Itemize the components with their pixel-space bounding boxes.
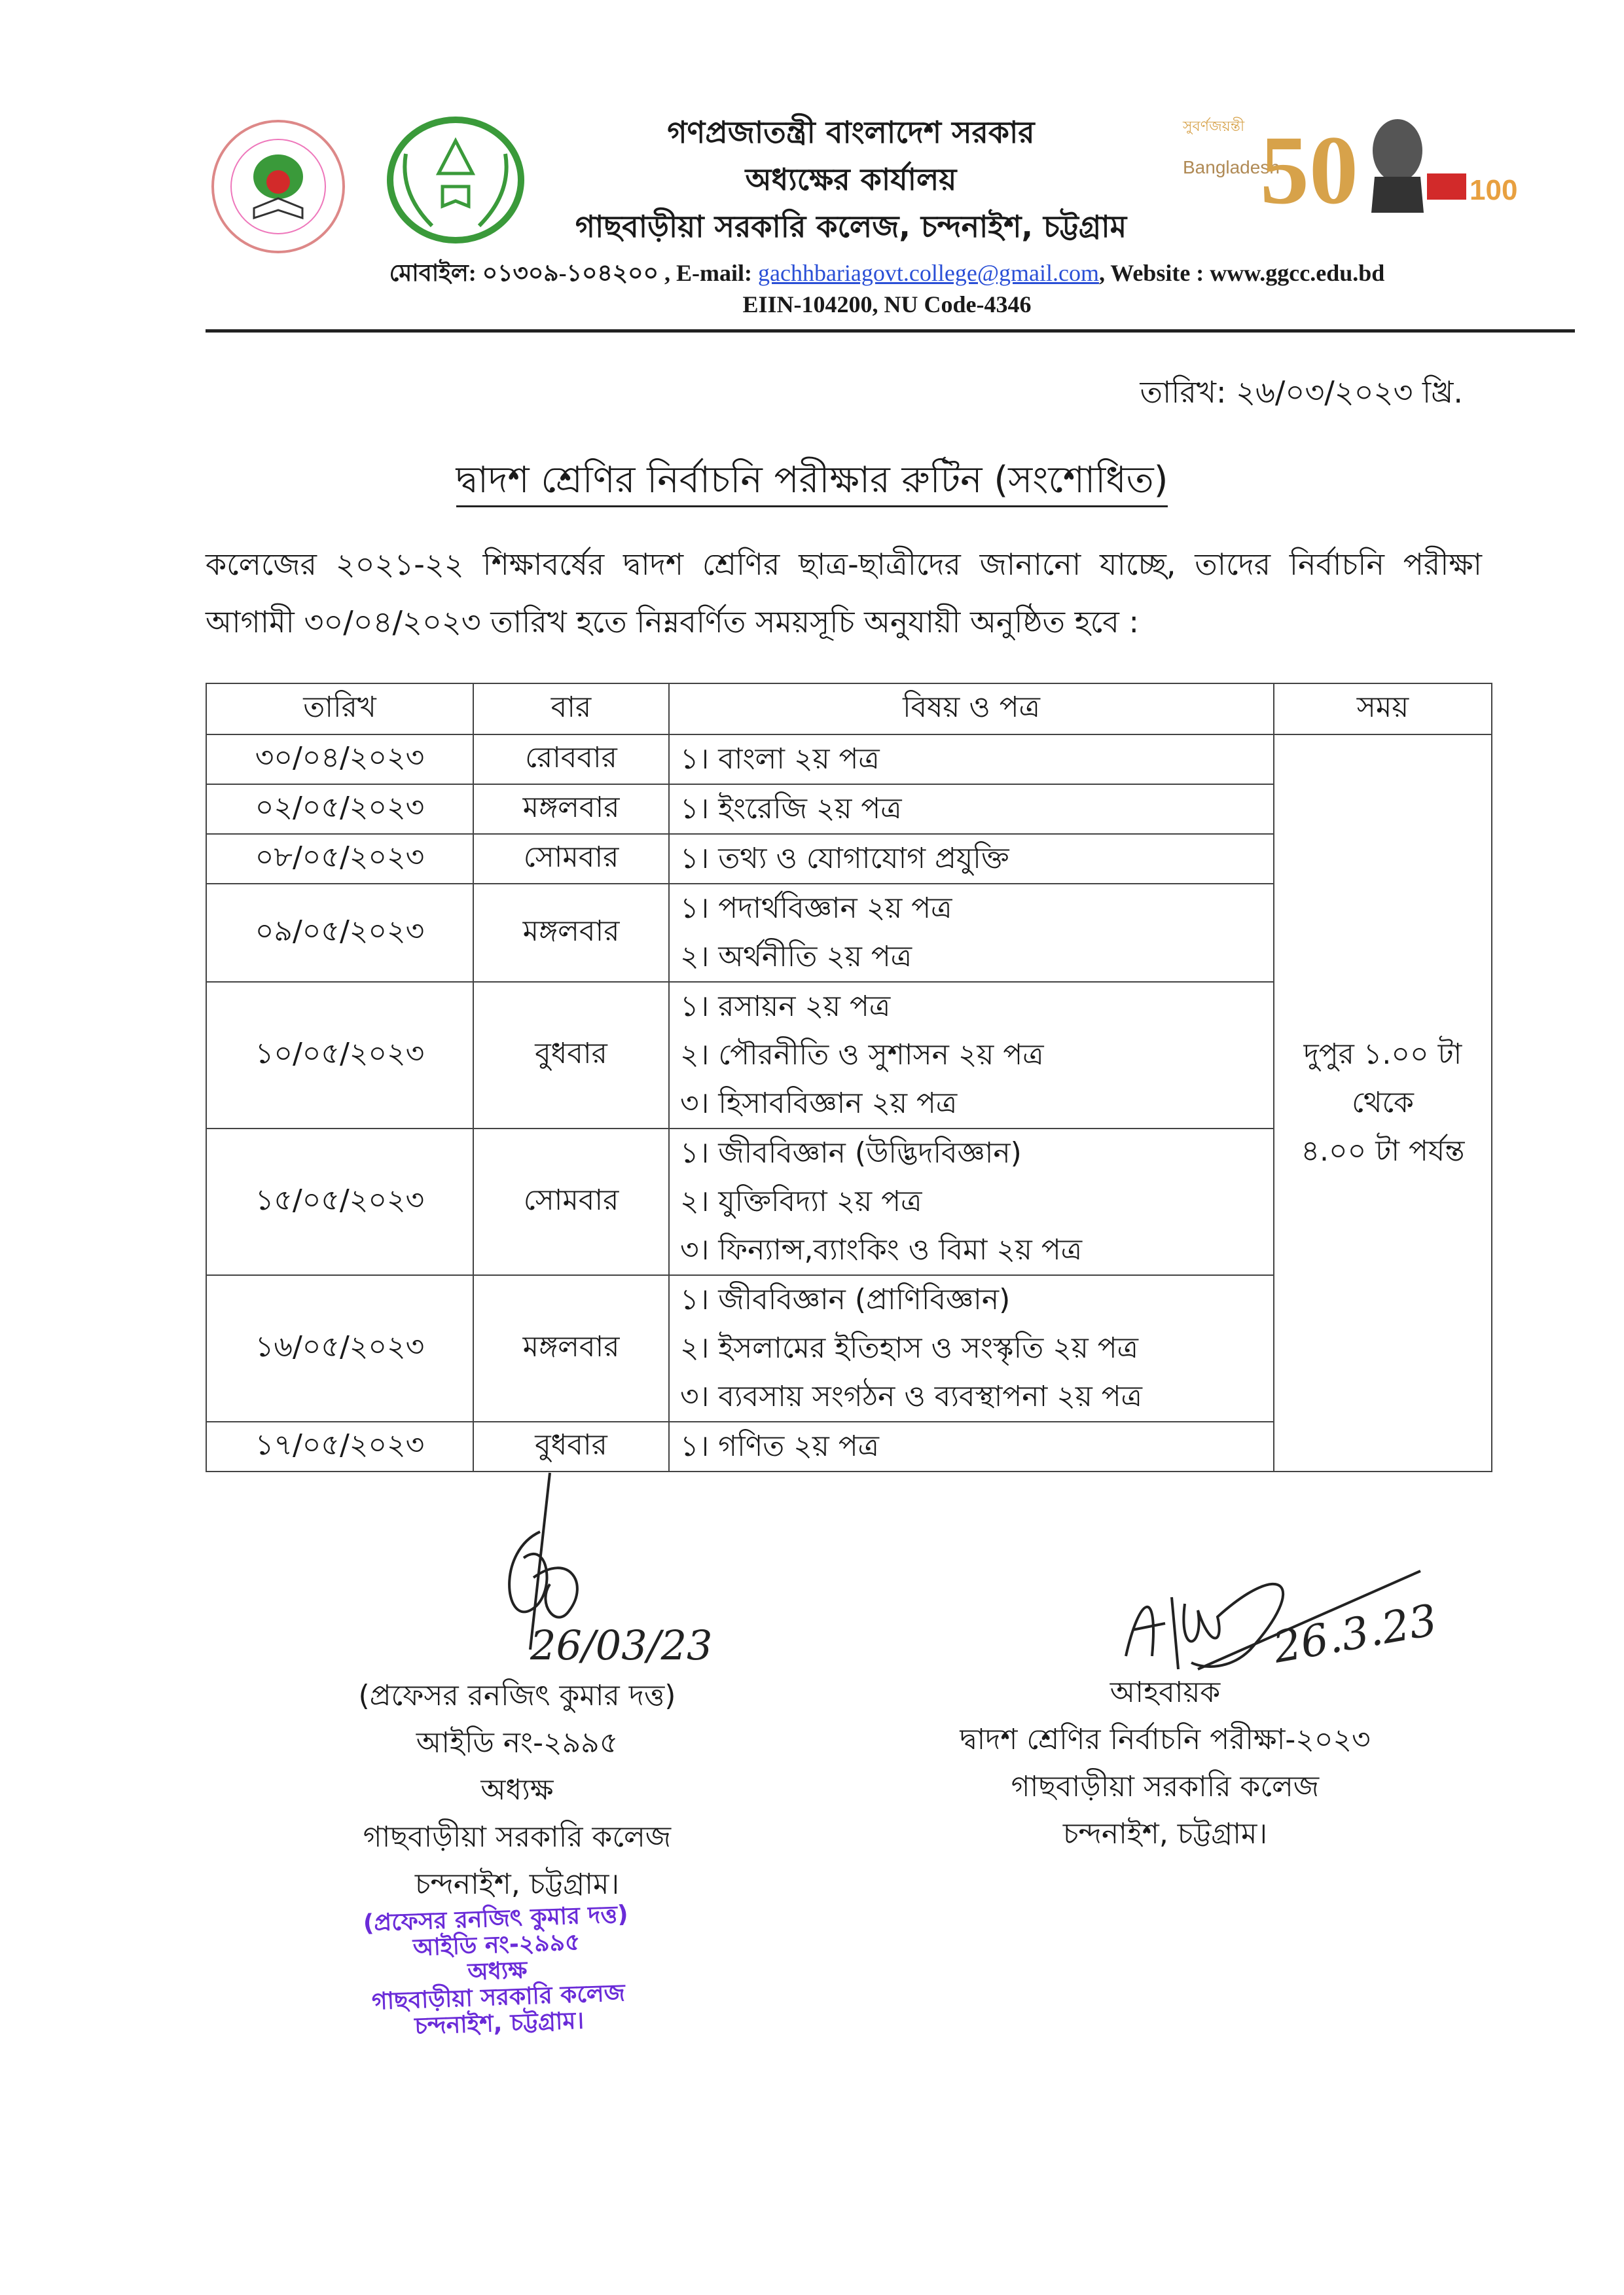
- exam-subjects: [669, 884, 1274, 982]
- stamp-line: আইডি নং-২৯৯৫: [412, 1928, 581, 1962]
- header-day: বার: [473, 683, 669, 734]
- college-heading: গাছবাড়ীয়া সরকারি কলেজ, চন্দনাইশ, চট্টগ্রাম: [575, 209, 1127, 244]
- principal-signature: [458, 1473, 746, 1669]
- left-seal-logo: [208, 117, 349, 257]
- exam-day: মঙ্গলবার: [473, 784, 669, 834]
- exam-subjects: [669, 784, 1274, 834]
- stamp-line: গাছবাড়ীয়া সরকারি কলেজ: [371, 1979, 626, 2015]
- subject-item: ৩। ব্যবসায় সংগঠন ও ব্যবস্থাপনা ২য় পত্র: [680, 1380, 1142, 1413]
- exam-day: মঙ্গলবার: [473, 884, 669, 982]
- exam-date: ০৯/০৫/২০২৩: [206, 884, 473, 982]
- page-title: [0, 452, 1624, 513]
- table-row: [206, 734, 1492, 784]
- exam-day: বুধবার: [473, 982, 669, 1129]
- exam-date: ১৫/০৫/২০২৩: [206, 1129, 473, 1275]
- svg-text:সুবর্ণজয়ন্তী: সুবর্ণজয়ন্তী: [1183, 118, 1245, 134]
- svg-text:100: 100: [1470, 174, 1518, 206]
- exam-subjects: [669, 1422, 1274, 1472]
- institution-codes: EIIN-104200, NU Code-4346: [742, 291, 1032, 317]
- principal-stamp: [312, 1900, 683, 2043]
- principal-college: গাছবাড়ীয়া সরকারি কলেজ: [363, 1820, 672, 1854]
- subject-item: ২। ইসলামের ইতিহাস ও সংস্কৃতি ২য় পত্র: [680, 1331, 1138, 1365]
- subject-item: ১। বাংলা ২য় পত্র: [680, 742, 880, 776]
- subject-item: ১। তথ্য ও যোগাযোগ প্রযুক্তি: [680, 842, 1009, 875]
- header-divider: [206, 329, 1575, 333]
- subject-item: ১। ইংরেজি ২য় পত্র: [680, 792, 902, 825]
- header-time: সময়: [1274, 683, 1492, 734]
- exam-date: ৩০/০৪/২০২৩: [206, 734, 473, 784]
- convener-signature-date: 26.3.23: [1269, 1595, 1441, 1673]
- exam-day: রোববার: [473, 734, 669, 784]
- stamp-line: অধ্যক্ষ: [467, 1957, 528, 1986]
- exam-date: ০৮/০৫/২০২৩: [206, 834, 473, 884]
- exam-date: ১৬/০৫/২০২৩: [206, 1275, 473, 1422]
- office-heading: অধ্যক্ষের কার্যালয়: [745, 162, 957, 197]
- principal-designation: অধ্যক্ষ: [480, 1773, 554, 1807]
- principal-location: চন্দনাইশ, চট্টগ্রাম।: [414, 1868, 620, 1901]
- convener-location: চন্দনাইশ, চট্টগ্রাম।: [1062, 1817, 1268, 1851]
- contact-line: [249, 255, 1525, 295]
- principal-signature-date: 26/03/23: [530, 1621, 713, 1669]
- time-line: ৪.০০ টা পর্যন্ত: [1301, 1134, 1465, 1168]
- mujib-100-logo: [1358, 111, 1518, 216]
- table-header-row: [206, 683, 1492, 734]
- exam-day: মঙ্গলবার: [473, 1275, 669, 1422]
- subject-item: ২। অর্থনীতি ২য় পত্র: [680, 940, 912, 973]
- time-line: থেকে: [1352, 1086, 1414, 1119]
- subject-item: ১। গণিত ২য় পত্র: [680, 1430, 880, 1463]
- subject-item: ২। পৌরনীতি ও সুশাসন ২য় পত্র: [680, 1038, 1044, 1072]
- time-line: দুপুর ১.০০ টা: [1303, 1038, 1462, 1071]
- govt-heading: গণপ্রজাতন্ত্রী বাংলাদেশ সরকার: [667, 115, 1035, 150]
- exam-date: ০২/০৫/২০২৩: [206, 784, 473, 834]
- convener-college: গাছবাড়ীয়া সরকারি কলেজ: [1011, 1770, 1320, 1803]
- exam-subjects: [669, 982, 1274, 1129]
- exam-day: সোমবার: [473, 834, 669, 884]
- principal-block: [281, 1672, 753, 1908]
- exam-subjects: [669, 1275, 1274, 1422]
- email-link[interactable]: gachhbariagovt.college@gmail.com: [757, 260, 1099, 286]
- subject-item: ২। যুক্তিবিদ্যা ২য় পত্র: [680, 1185, 922, 1218]
- exam-subjects: [669, 834, 1274, 884]
- stamp-line: (প্রফেসর রনজিৎ কুমার দত্ত): [363, 1900, 629, 1938]
- stamp-line: চন্দনাইশ, চট্টগ্রাম।: [414, 2007, 585, 2040]
- exam-time: [1274, 734, 1492, 1472]
- svg-text:50: 50: [1260, 116, 1358, 225]
- intro-paragraph: কলেজের ২০২১-২২ শিক্ষাবর্ষের দ্বাদশ শ্রেণির ছাত্র-ছাত্রীদের জানানো যাচ্ছে, তাদের নির্বাচনি পরীক্ষা আগামী ৩০/০৪/২০২৩ তারিখ হতে নিম্নবর্ণিত সময়সূচি অনুযায়ী অনুষ্ঠিত হবে :: [206, 547, 1482, 640]
- title-text: দ্বাদশ শ্রেণির নির্বাচনি পরীক্ষার রুটিন (সংশোধিত): [456, 459, 1168, 507]
- convener-block: [903, 1669, 1427, 1858]
- exam-day: সোমবার: [473, 1129, 669, 1275]
- exam-subjects: [669, 1129, 1274, 1275]
- exam-subjects: [669, 734, 1274, 784]
- subject-item: ৩। হিসাববিজ্ঞান ২য় পত্র: [680, 1087, 958, 1120]
- exam-routine-table: [206, 683, 1492, 1472]
- principal-name: (প্রফেসর রনজিৎ কুমার দত্ত): [358, 1679, 676, 1712]
- subject-item: ১। রসায়ন ২য় পত্র: [680, 990, 891, 1023]
- header-subject: বিষয় ও পত্র: [669, 683, 1274, 734]
- convener-committee: দ্বাদশ শ্রেণির নির্বাচনি পরীক্ষা-২০২৩: [960, 1723, 1371, 1756]
- subject-item: ১। জীববিজ্ঞান (উদ্ভিদবিজ্ঞান): [680, 1136, 1022, 1170]
- subject-item: ৩। ফিন্যান্স,ব্যাংকিং ও বিমা ২য় পত্র: [680, 1233, 1083, 1267]
- exam-date: ১০/০৫/২০২৩: [206, 982, 473, 1129]
- exam-date: ১৭/০৫/২০২৩: [206, 1422, 473, 1472]
- convener-title: আহবায়ক: [1110, 1676, 1221, 1709]
- exam-day: বুধবার: [473, 1422, 669, 1472]
- email-label: E-mail:: [676, 260, 752, 286]
- issue-date: তারিখ: ২৬/০৩/২০২৩ খ্রি.: [1140, 374, 1463, 410]
- principal-id: আইডি নং-২৯৯৫: [416, 1726, 619, 1760]
- subject-item: ১। জীববিজ্ঞান (প্রাণিবিজ্ঞান): [680, 1283, 1011, 1316]
- header-date: তারিখ: [206, 683, 473, 734]
- subject-item: ১। পদার্থবিজ্ঞান ২য় পত্র: [680, 892, 952, 925]
- mobile-number: মোবাইল: ০১৩০৯-১০৪২০০ ,: [389, 260, 670, 286]
- svg-text:Bangladesh: Bangladesh: [1183, 157, 1280, 177]
- website-text: , Website : www.ggcc.edu.bd: [1098, 260, 1385, 286]
